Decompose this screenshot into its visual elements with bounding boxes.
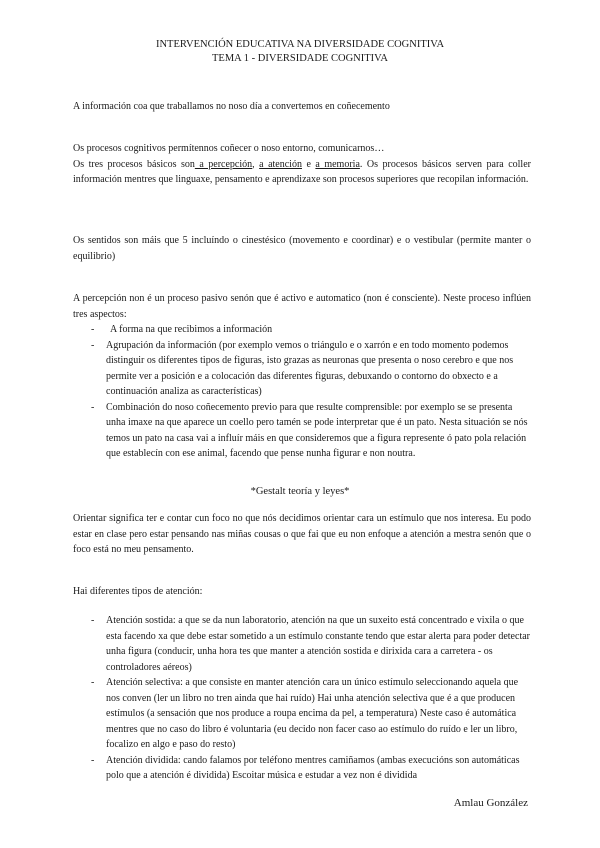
processes-paragraph <box>73 141 531 188</box>
list-item: - Atención selectiva: a que consiste en manter atención cara un único estímulo seleccionando aquela que nos conven (ler un libro no tren ainda que hai ruído) Hai unha atención selectiva que é a que producen estímulos (a sensación que nos produce a roupa encima da pel, a temperatura) Neste caso é automática mentres que no caso do libro é voluntaria (eu decido non facer caso ao estímulo do ruído e ler un libro, focalizo en algo e paso do resto) <box>73 675 531 753</box>
processes-pre: Os tres procesos básicos son <box>73 158 195 170</box>
processes-line1: Os procesos cognitivos permítennos coñecer o noso entorno, comunicarnos… <box>73 143 385 154</box>
author-signature: Amlau González <box>453 797 528 809</box>
intro-paragraph: A información coa que traballamos no noso día a convertemos en coñecemento <box>73 101 390 112</box>
perception-intro: A percepción non é un proceso pasivo senón que é activo e automatico (non é consciente). Neste proceso inflúen tres aspectos: <box>73 293 531 320</box>
processes-sep1: , <box>252 158 260 170</box>
list-item: - A forma na que recibimos a información <box>73 322 531 338</box>
list-item: - Combinación do noso coñecemento previo para que resulte comprensible: por exemplo se se presenta unha imaxe na que aparece un coello pero tamén se pode interpretar que é un pato. Nesta situación se nós temos un pato na casa vai a influír máis en que consideremos que a figura represente ó pato pola relación que establecín con ese animal, facendo que pense nunha figurar e non noutra. <box>73 400 531 462</box>
document-title: INTERVENCIÓN EDUCATIVA NA DIVERSIDADE COGNITIVA <box>155 39 445 50</box>
processes-post: . Os procesos básicos serven para coller información mentres que linguaxe, pensamento e aprendizaxe son procesos superiores que recopilan información. <box>73 158 531 185</box>
attention-list <box>73 613 531 784</box>
list-item: - Agrupación da información (por exemplo vemos o triángulo e o xarrón e en todo momento podemos distinguir os diferentes tipos de figuras, isto grazas as neuronas que presenta o noso cerebro e que nos permite ver a posición e a colocación das diferentes figuras, debuxando o contorno do obxecto e a continuación analiza as características) <box>73 338 531 400</box>
list-item: - Atención dividida: cando falamos por teléfono mentres camiñamos (ambas execucións son automáticas polo que a atención é dividida) Escoitar música e estudar a vez non é dividida <box>73 753 531 784</box>
gestalt-note: *Gestalt teoría y leyes* <box>250 486 350 497</box>
list-item: - Atención sostida: a que se da nun laboratorio, atención na que un suxeito está concentrado e vixila o que esta facendo xa que debe estar sometido a un estímulo constante tendo que estar alerta para poder detectar unha figura (conducir, unha hora tes que manter a atención sostida e dirixida cara a carretera - os controladores aéreos) <box>73 613 531 675</box>
senses-paragraph: Os sentidos son máis que 5 incluíndo o cinestésico (movemento e coordinar) e o vestibular (permite manter o equilibrio) <box>73 235 531 262</box>
document-subtitle: TEMA 1 - DIVERSIDADE COGNITIVA <box>212 53 388 64</box>
perception-list <box>73 322 531 462</box>
process-memory: a memoria <box>315 158 360 170</box>
processes-sep2: e <box>301 158 316 170</box>
attention-intro: Hai diferentes tipos de atención: <box>73 586 203 597</box>
process-attention: a atención <box>259 158 302 170</box>
process-perception: a percepción <box>194 158 253 170</box>
orient-paragraph: Orientar significa ter e contar cun foco no que nós decidimos orientar cara un estímulo que nos interesa. Eu podo estar en clase pero estar pensando nas miñas cousas o que fai que eu non enfoque a atención a mestra senón que o foco está no meu pensamento. <box>73 513 531 555</box>
